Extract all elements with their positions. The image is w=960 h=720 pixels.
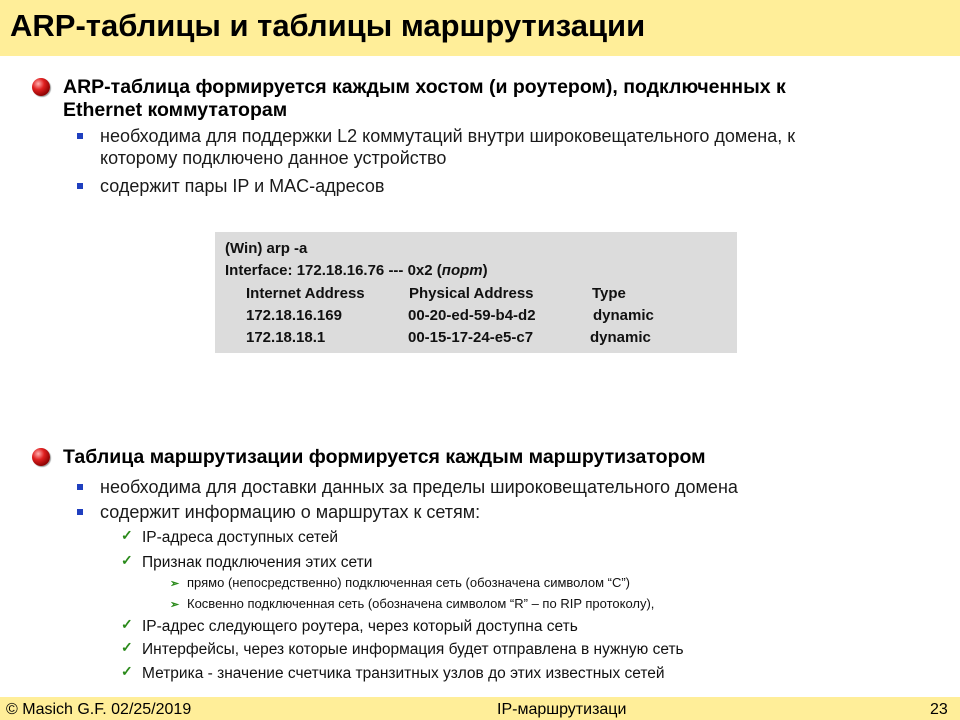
check-item-interfaces: Интерфейсы, через которые информация будет отправлена в нужную сеть — [142, 641, 684, 658]
bullet-icon — [32, 78, 50, 96]
footer-title: IP-маршрутизаци — [497, 701, 627, 718]
arp-header-type: Type — [592, 285, 626, 302]
checkmark-icon: ✓ — [121, 552, 133, 568]
arp-command: (Win) arp -a — [225, 240, 308, 257]
check-item-next-router: IP-адрес следующего роутера, через который доступна сеть — [142, 618, 578, 635]
arp-interface-line — [225, 262, 488, 280]
checkmark-icon: ✓ — [121, 527, 133, 543]
arp-row1-ip: 172.18.16.169 — [246, 307, 342, 324]
arrow-bullet-icon: ➢ — [170, 578, 180, 590]
section2-heading: Таблица маршрутизации формируется каждым маршрутизатором — [63, 446, 706, 468]
slide-title: ARP-таблицы и таблицы маршрутизации — [10, 8, 646, 43]
check-item-ip-networks: IP-адреса доступных сетей — [142, 529, 339, 546]
section1-bullet2: содержит пары IP и MAC-адресов — [100, 176, 385, 196]
footer-page-number: 23 — [930, 701, 948, 718]
arp-header-internet: Internet Address — [246, 285, 365, 302]
arp-interface-prefix: Interface: 172.18.16.76 --- 0x2 ( — [225, 262, 442, 279]
arp-interface-suffix: ) — [482, 262, 488, 279]
checkmark-icon: ✓ — [121, 639, 133, 655]
checkmark-icon: ✓ — [121, 616, 133, 632]
square-bullet-icon — [77, 484, 83, 490]
check-item-metric: Метрика - значение счетчика транзитных узлов до этих известных сетей — [142, 665, 665, 682]
subitem-direct: прямо (непосредственно) подключенная сеть (обозначена символом “С”) — [187, 575, 631, 590]
arp-interface-italic: порт — [441, 262, 483, 279]
section1-bullet1-line1: необходима для поддержки L2 коммутаций внутри широковещательного домена, к — [100, 126, 796, 146]
section2-bullet1: необходима для доставки данных за пределы широковещательного домена — [100, 477, 738, 497]
arp-row1-mac: 00-20-ed-59-b4-d2 — [408, 307, 536, 324]
footer-copyright: © Masich G.F. 02/25/2019 — [6, 701, 192, 718]
section1-heading-line1: ARP-таблица формируется каждым хостом (и роутером), подключенных к — [63, 76, 786, 98]
arp-output-box — [215, 232, 737, 353]
arp-row2-type: dynamic — [590, 329, 651, 346]
section1-heading-line2: Ethernet коммутаторам — [63, 99, 288, 121]
square-bullet-icon — [77, 133, 83, 139]
arp-row1-type: dynamic — [593, 307, 654, 324]
arrow-bullet-icon: ➢ — [170, 599, 180, 611]
subitem-indirect: Косвенно подключенная сеть (обозначена символом “R” – по RIP протоколу), — [187, 596, 655, 611]
bullet-icon — [32, 448, 50, 466]
arp-row2-mac: 00-15-17-24-e5-c7 — [408, 329, 534, 346]
checkmark-icon: ✓ — [121, 663, 133, 679]
section2-bullet2: содержит информацию о маршрутах к сетям: — [100, 502, 481, 522]
square-bullet-icon — [77, 509, 83, 515]
arp-row2-ip: 172.18.18.1 — [246, 329, 326, 346]
check-item-connection-flag: Признак подключения этих сети — [142, 554, 373, 571]
section1-bullet1-line2: которому подключено данное устройство — [100, 148, 447, 168]
square-bullet-icon — [77, 183, 83, 189]
arp-header-physical: Physical Address — [409, 285, 534, 302]
